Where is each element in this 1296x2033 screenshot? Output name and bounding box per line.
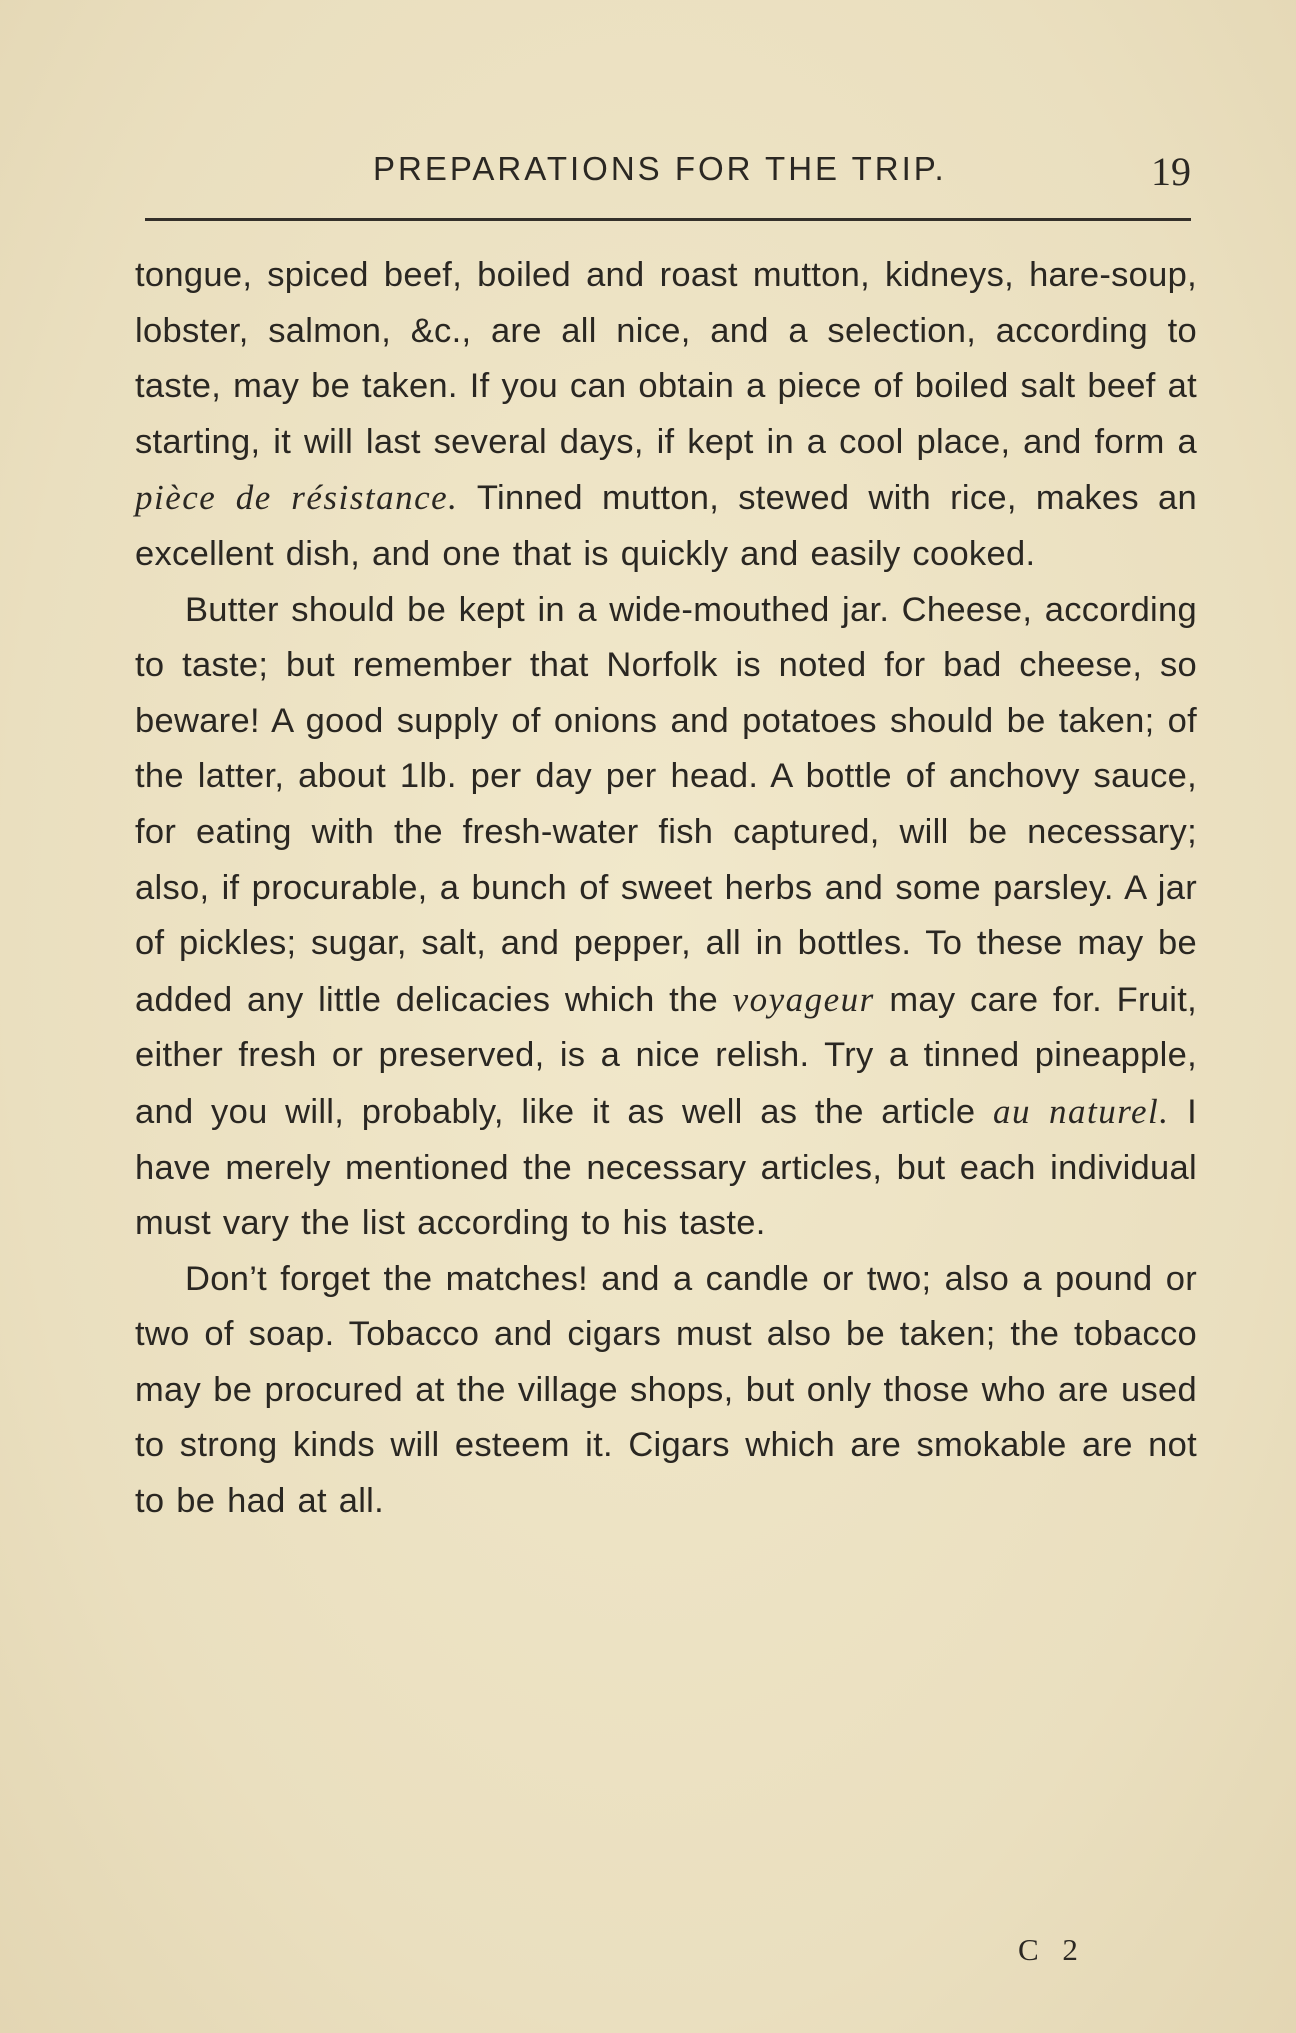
paragraph-2-text-3: I have merely mentioned the necessary articles, but each individual must vary the list according to his taste. <box>135 1092 1198 1243</box>
paragraph-1-text-2: Tinned mutton, stewed with rice, makes an excellent dish, and one that is quickly and easily cooked. <box>135 479 1197 573</box>
header-rule <box>145 218 1191 221</box>
italic-phrase-au-naturel: au naturel. <box>993 1091 1170 1131</box>
running-title: PREPARATIONS FOR THE TRIP. <box>373 150 947 187</box>
paragraph-3 <box>135 1252 1197 1530</box>
body-text <box>135 248 1197 1530</box>
paragraph-3-text-1: Don’t forget the matches! and a candle or two; also a pound or two of soap. Tobacco and cigars must also be taken; the tobacco may be procured at the village shops, but only those who are used to strong kinds will esteem it. Cigars which are smokable are not to be had at all. <box>135 1259 1197 1521</box>
paragraph-1 <box>135 248 1197 583</box>
paragraph-2-text-1: Butter should be kept in a wide-mouthed jar. Cheese, according to taste; but remember that Norfolk is noted for bad cheese, so beware! A good supply of onions and potatoes should be taken; of the latter, about 1lb. per day per head. A bottle of anchovy sauce, for eating with the fresh-water fish captured, will be necessary; also, if procurable, a bunch of sweet herbs and some parsley. A jar of pickles; sugar, salt, and pepper, all in bottles. To these may be added any little delicacies which the <box>135 590 1197 1019</box>
page-number: 19 <box>1151 149 1191 194</box>
paragraph-1-text-1: tongue, spiced beef, boiled and roast mutton, kidneys, hare-soup, lobster, salmon, &c., are all nice, and a selection, according to taste, may be taken. If you can obtain a piece of boiled salt beef at starting, it will last several days, if kept in a cool place, and form a <box>135 256 1197 461</box>
italic-phrase-piece-de-resistance: pièce de résistance. <box>135 478 459 518</box>
paragraph-2 <box>135 583 1197 1252</box>
italic-word-voyageur: voyageur <box>732 979 875 1019</box>
paragraph-2-text-2: may care for. Fruit, either fresh or preserved, is a nice relish. Try a tinned pineapple, and you will, probably, like it as well as the article <box>135 980 1197 1131</box>
running-head <box>145 150 1191 206</box>
signature-mark: C 2 <box>1018 1932 1086 1967</box>
